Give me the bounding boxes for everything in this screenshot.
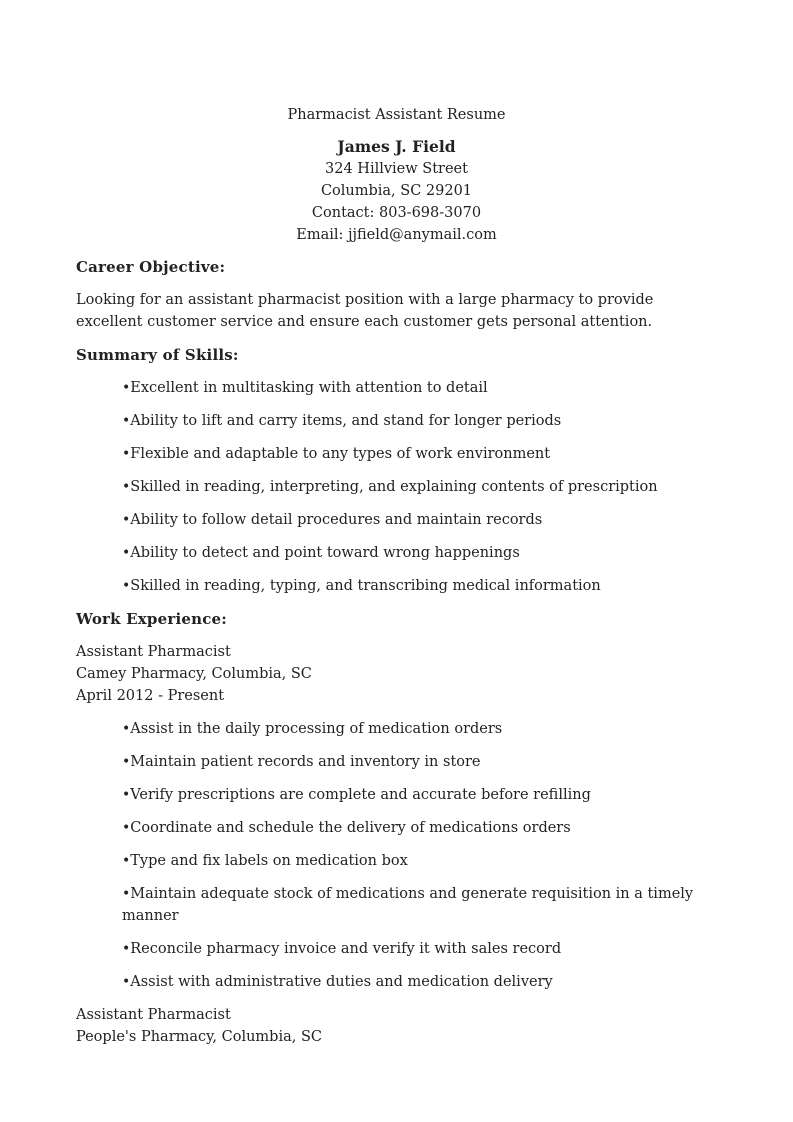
bullet-icon: • bbox=[122, 446, 131, 462]
list-item bbox=[76, 443, 716, 465]
job-entry-2 bbox=[76, 1004, 716, 1048]
list-item bbox=[76, 476, 716, 498]
skills-list bbox=[76, 377, 716, 597]
list-item bbox=[76, 575, 716, 597]
bullet-icon: • bbox=[122, 974, 131, 990]
contact-line: Contact: 803-698-3070 bbox=[311, 205, 482, 221]
duty-text: Assist with administrative duties and medication delivery bbox=[130, 974, 553, 990]
email-line: Email: jjfield@anymail.com bbox=[296, 227, 497, 243]
job-title: Assistant Pharmacist bbox=[76, 644, 231, 660]
bullet-icon: • bbox=[122, 853, 131, 869]
list-item bbox=[76, 784, 716, 806]
list-item bbox=[76, 410, 716, 432]
bullet-icon: • bbox=[122, 479, 131, 495]
address-line: 324 Hillview Street bbox=[325, 161, 468, 177]
skill-text: Skilled in reading, interpreting, and explaining contents of prescription bbox=[130, 479, 658, 495]
job-dates: April 2012 - Present bbox=[76, 688, 225, 704]
job-title: Assistant Pharmacist bbox=[76, 1007, 231, 1023]
list-item bbox=[76, 377, 716, 399]
list-item bbox=[76, 542, 716, 564]
bullet-icon: • bbox=[122, 820, 131, 836]
skills-heading: Summary of Skills: bbox=[76, 346, 239, 364]
skill-text: Ability to detect and point toward wrong happenings bbox=[130, 545, 520, 561]
duties-list bbox=[76, 718, 716, 993]
list-item bbox=[76, 509, 716, 531]
duty-text: Maintain patient records and inventory in store bbox=[130, 754, 481, 770]
candidate-name: James J. Field bbox=[337, 137, 456, 156]
objective-heading: Career Objective: bbox=[76, 258, 226, 276]
duty-text: Assist in the daily processing of medication orders bbox=[130, 721, 503, 737]
bullet-icon: • bbox=[122, 380, 131, 396]
bullet-icon: • bbox=[122, 413, 131, 429]
list-item bbox=[76, 817, 716, 839]
bullet-icon: • bbox=[122, 941, 131, 957]
skill-text: Ability to follow detail procedures and maintain records bbox=[130, 512, 543, 528]
objective-text: Looking for an assistant pharmacist position with a large pharmacy to provide excellent customer service and ensure each customer gets personal attention. bbox=[76, 292, 654, 330]
list-item bbox=[76, 938, 716, 960]
skill-text: Excellent in multitasking with attention to detail bbox=[130, 380, 488, 396]
job-company: People's Pharmacy, Columbia, SC bbox=[76, 1029, 322, 1045]
list-item bbox=[76, 718, 716, 740]
bullet-icon: • bbox=[122, 886, 131, 902]
list-item bbox=[76, 850, 716, 872]
job-company: Camey Pharmacy, Columbia, SC bbox=[76, 666, 312, 682]
city-line: Columbia, SC 29201 bbox=[320, 183, 473, 199]
bullet-icon: • bbox=[122, 545, 131, 561]
list-item bbox=[76, 751, 716, 773]
job-entry-1 bbox=[76, 641, 716, 993]
list-item bbox=[76, 971, 716, 993]
skill-text: Skilled in reading, typing, and transcribing medical information bbox=[130, 578, 601, 594]
bullet-icon: • bbox=[122, 754, 131, 770]
bullet-icon: • bbox=[122, 721, 131, 737]
duty-text: Verify prescriptions are complete and accurate before refilling bbox=[130, 787, 591, 803]
bullet-icon: • bbox=[122, 512, 131, 528]
duty-text: Reconcile pharmacy invoice and verify it with sales record bbox=[130, 941, 562, 957]
duty-text: Type and fix labels on medication box bbox=[130, 853, 408, 869]
list-item bbox=[76, 883, 716, 927]
document-title: Pharmacist Assistant Resume bbox=[287, 107, 506, 123]
duty-text: Maintain adequate stock of medications and generate requisition in a timely manner bbox=[122, 886, 694, 924]
bullet-icon: • bbox=[122, 578, 131, 594]
skill-text: Flexible and adaptable to any types of work environment bbox=[130, 446, 551, 462]
bullet-icon: • bbox=[122, 787, 131, 803]
work-heading: Work Experience: bbox=[76, 610, 228, 628]
duty-text: Coordinate and schedule the delivery of medications orders bbox=[130, 820, 571, 836]
skill-text: Ability to lift and carry items, and stand for longer periods bbox=[130, 413, 562, 429]
resume-header bbox=[0, 104, 793, 246]
resume-body bbox=[76, 256, 716, 1048]
